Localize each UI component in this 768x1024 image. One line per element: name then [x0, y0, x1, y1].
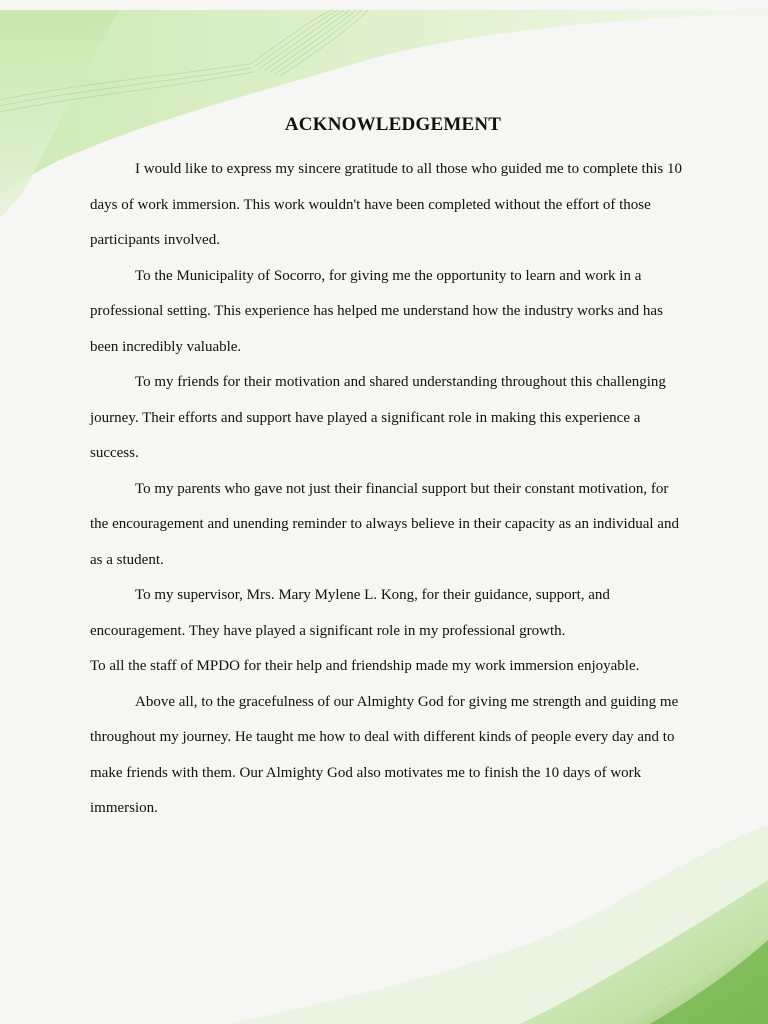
document-body	[90, 112, 690, 827]
paragraph: To my supervisor, Mrs. Mary Mylene L. Kong, for their guidance, support, and encouragement. They have played a significant role in my professional growth.	[90, 587, 610, 639]
document-title: ACKNOWLEDGEMENT	[284, 114, 502, 135]
paragraph: To the Municipality of Socorro, for giving me the opportunity to learn and work in a professional setting. This experience has helped me understand how the industry works and has been incredibly valuable.	[90, 267, 663, 355]
paragraph: To all the staff of MPDO for their help and friendship made my work immersion enjoyable.	[90, 658, 640, 674]
paragraph: To my friends for their motivation and shared understanding throughout this challenging journey. Their efforts and support have played a significant role in making this experience a success.	[90, 374, 666, 461]
paragraph: To my parents who gave not just their financial support but their constant motivation, for the encouragement and unending reminder to always believe in their capacity as an individual and as a student.	[90, 480, 679, 568]
paragraph: I would like to express my sincere gratitude to all those who guided me to complete this 10 days of work immersion. This work wouldn't have been completed without the effort of those participants involved.	[90, 161, 682, 248]
paragraph: Above all, to the gracefulness of our Almighty God for giving me strength and guiding me throughout my journey. He taught me how to deal with different kinds of people every day and to make friends with them. Our Almighty God also motivates me to finish the 10 days of work immersion.	[90, 693, 679, 816]
